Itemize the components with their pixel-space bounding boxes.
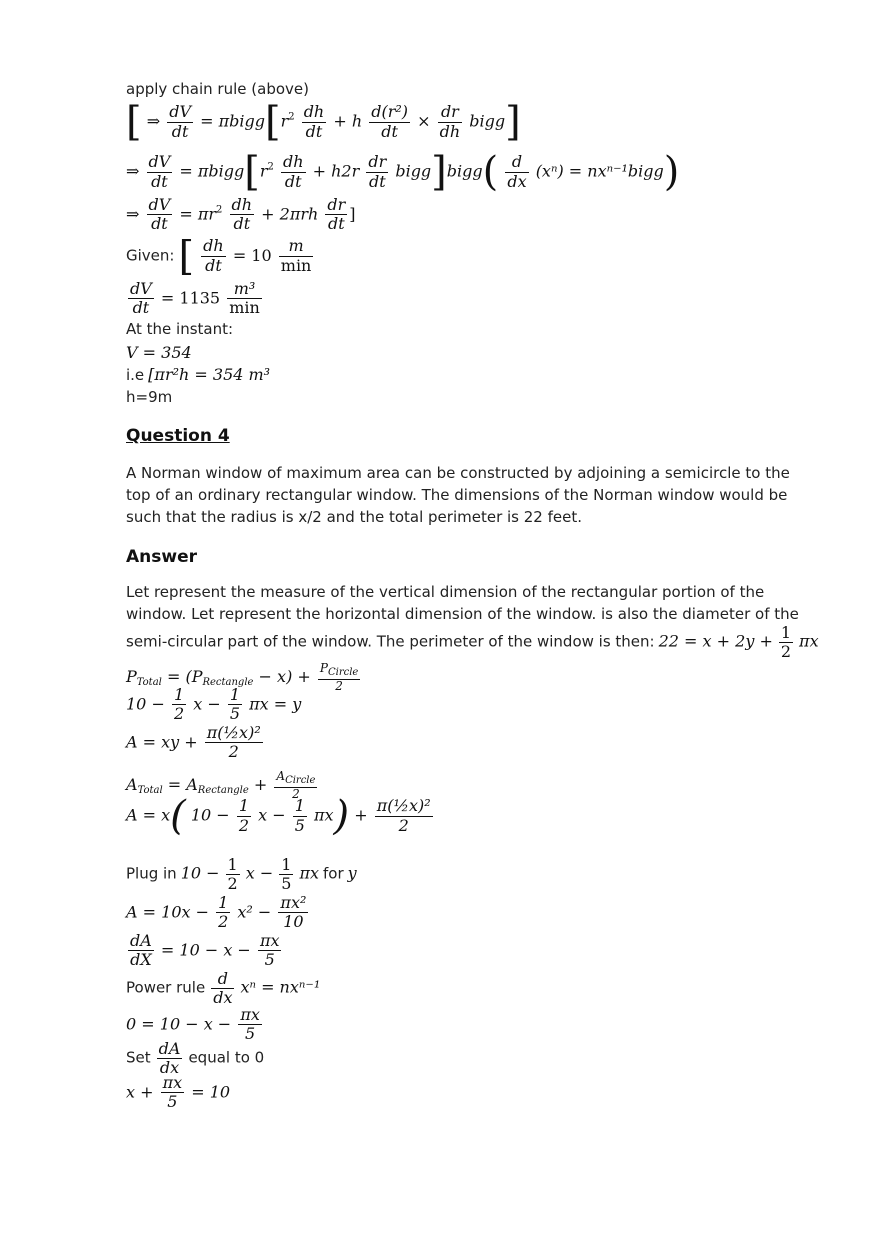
area-total-eq: $A_{Total} = A_{Rectangle}$ + $\frac{A_{Circle}}{2}$ [126, 769, 316, 801]
answer-text-1: Let represent the measure of the vertical dimension of the rectangular portion of the window. Let represent the horizontal dimension of the window. is also the diameter of the [126, 583, 799, 623]
instant-label: At the instant: [126, 320, 234, 338]
given-line: Given: [ $\frac{dh}{dt}$ = 10 $\frac{m}{\min}$ [126, 233, 312, 279]
perimeter-total-eq: $P_{Total} = (P_{Rectangle} - x)$ + $\frac{P_{Circle}}{2}$ [126, 661, 359, 693]
question-text: A Norman window of maximum area can be constructed by adjoining a semicircle to the top of an ordinary rectangular window. The dimensions of the Norman window would be such that the radius is x/2 and the total perimeter is 22 feet. [126, 464, 790, 526]
chain-rule-equation-3: ⇒ $\frac{dV}{dt}$ = $\pi r^2$ $\frac{dh}{dt}$ + 2πrh $\frac{dr}{dt}$ ] [126, 195, 356, 234]
y-equation: 10 − $\frac{1}{2}$ x − $\frac{1}{5}$ πx = y [126, 685, 302, 724]
derivative-equation: $\frac{dA}{dX}$ = 10 − x − $\frac{\pi x}{5}$ [130, 931, 280, 970]
area-equation-3: A = 10x − $\frac{1}{2}$ x² − $\frac{\text{πx²}}{10}$ [126, 893, 307, 932]
open-bracket: [ [126, 99, 142, 145]
rate-line: $\frac{dV}{dt}$ = 1135 $\frac{\text{m³}}{\min}$ [130, 279, 260, 318]
plug-in-line: Plug in 10 − $\frac{1}{2}$ x − $\frac{1}{5}$ πx for y [126, 855, 357, 894]
zero-equation: 0 = 10 − x − $\frac{\pi x}{5}$ [126, 1005, 260, 1044]
area-equation-2: A = x( 10 − $\frac{1}{2}$ x − $\frac{1}{5}$ πx) + $\frac{\text{π(½x)²}}{2}$ [126, 793, 431, 839]
chain-rule-equation-1: [ ⇒ $\frac{dV}{dt}$ = $\pi bigg[r^2$ $\frac{dh}{dt}$ + h $\frac{\text{d(r²)}}{dt}$ × $\frac{dr}{dh}$ bigg] [126, 99, 521, 145]
area-equation-1: A = xy + $\frac{\text{π(½x)²}}{2}$ [126, 723, 261, 762]
height-line: h=9m [126, 388, 173, 406]
answer-heading: Answer [126, 547, 197, 567]
final-equation: x + $\frac{\pi x}{5}$ = 10 [126, 1073, 231, 1112]
chain-rule-intro: apply chain rule (above) [126, 80, 309, 98]
chain-rule-equation-2: ⇒ $\frac{dV}{dt}$ = $\pi bigg[r^2$ $\frac{dh}{dt}$ + h2r $\frac{dr}{dt}$ bigg]bigg( $\frac{d}{dx}$ (xⁿ) = nxⁿ⁻¹bigg) [126, 149, 680, 195]
answer-perimeter-line: semi-circular part of the window. The perimeter of the window is then: 22 = x + 2y + $\frac{1}{2}$ πx [126, 623, 819, 662]
power-rule-line: Power rule $\frac{d}{dx}$ xⁿ = nxⁿ⁻¹ [126, 969, 321, 1008]
volume-line: V = 354 [126, 343, 192, 362]
set-derivative-line: Set $\frac{dA}{dx}$ equal to 0 [126, 1039, 265, 1078]
ie-line: i.e [πr²h = 354 m³ [126, 365, 271, 384]
question-heading: Question 4 [126, 426, 230, 446]
